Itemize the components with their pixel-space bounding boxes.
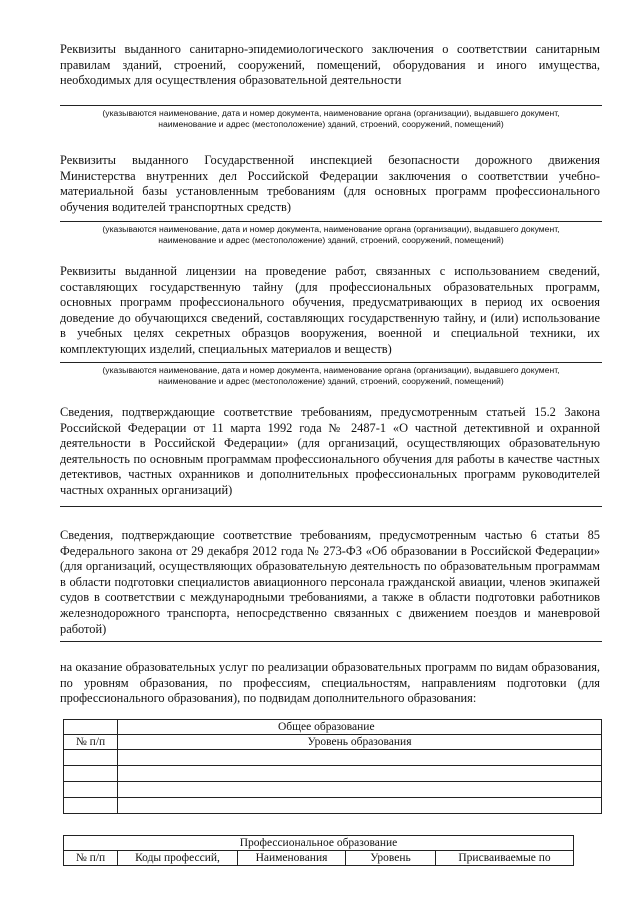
note-line: (указываются наименование, дата и номер документа, наименование органа (организации), выдавшего документ, <box>102 108 560 118</box>
table-header-row <box>64 735 602 750</box>
table-row <box>64 750 602 766</box>
sanitary-conclusion-text: Реквизиты выданного санитарно-эпидемиологического заключения о соответствии санитарным правилам зданий, строений, сооружений, помещений, оборудования и иного имущества, необходимых для осуществления образовательной деятельности <box>60 42 600 88</box>
note-line: (указываются наименование, дата и номер документа, наименование органа (организации), выдавшего документ, <box>102 365 560 375</box>
note-line: наименование и адрес (местоположение) зданий, строений, сооружений, помещений) <box>158 119 504 130</box>
table-header-row <box>64 851 574 866</box>
table-row <box>64 766 602 782</box>
fill-line <box>60 362 602 363</box>
aviation-info-text: Сведения, подтверждающие соответствие требованиям, предусмотренным частью 6 статьи 85 Федерального закона от 29 декабря 2012 года № 273-ФЗ «Об образовании в Российской Федерации» (для организаций, осуществляющих образовательную деятельность по образовательным программам в области подготовки специалистов авиационного персонала гражданской авиации, членов экипажей судов в соответствии с международными требованиями, а также в области подготовки работников железнодорожного транспорта, непосредственно связанных с движением поездов и маневровой работой) <box>60 528 600 636</box>
table-cell[interactable] <box>64 750 118 766</box>
table-row <box>64 782 602 798</box>
note-line: наименование и адрес (местоположение) зданий, строений, сооружений, помещений) <box>158 235 504 246</box>
col-qualification-header: Присваиваемые по <box>436 851 574 866</box>
note-line: наименование и адрес (местоположение) зданий, строений, сооружений, помещений) <box>158 376 504 387</box>
sanitary-note <box>60 108 602 131</box>
table-title-row <box>64 836 574 851</box>
private-security-info-text: Сведения, подтверждающие соответствие требованиям, предусмотренным статьей 15.2 Закона Российской Федерации от 11 марта 1992 года № 2487-1 «О частной детективной и охранной деятельности в Российской Федерации» (для организаций, осуществляющих образовательную деятельность по основным программам профессионального обучения для работы в качестве частных детективов, частных охранников и дополнительных профессиональных программ руководителей частных охранных организаций) <box>60 405 600 497</box>
table-cell[interactable] <box>118 782 602 798</box>
state-secret-license-text: Реквизиты выданной лицензии на проведение работ, связанных с использованием сведений, составляющих государственную тайну (для профессиональных образовательных программ, основных программ профессионального обучения, предусматривающих в период их освоения доведение до обучающихся сведений, составляющих государственную тайну, и (или) использование в учебных целях секретных образцов вооружения, военной и специальной техники, их комплектующих изделий, специальных материалов и веществ) <box>60 264 600 356</box>
general-education-table <box>63 719 602 814</box>
fill-line <box>60 506 602 507</box>
table-cell[interactable] <box>64 782 118 798</box>
note-line: (указываются наименование, дата и номер документа, наименование органа (организации), выдавшего документ, <box>102 224 560 234</box>
table-title-cell: Профессиональное образование <box>64 836 574 851</box>
col-num-header: № п/п <box>64 851 118 866</box>
table-row <box>64 798 602 814</box>
col-codes-header: Коды профессий, <box>118 851 238 866</box>
table-cell[interactable] <box>118 798 602 814</box>
fill-line <box>60 221 602 222</box>
col-num-header: № п/п <box>64 735 118 750</box>
col-level-header: Уровень <box>346 851 436 866</box>
table-cell[interactable] <box>118 766 602 782</box>
traffic-police-note <box>60 224 602 247</box>
professional-education-table <box>63 835 574 866</box>
services-intro-text: на оказание образовательных услуг по реализации образовательных программ по видам образования, по уровням образования, по профессиям, специальностям, направлениям подготовки (для профессионального образования), по подвидам дополнительного образования: <box>60 660 600 706</box>
table-title-cell: Общее образование <box>118 720 602 735</box>
fill-line <box>60 105 602 106</box>
fill-line <box>60 641 602 642</box>
table-cell[interactable] <box>64 766 118 782</box>
table-cell[interactable] <box>118 750 602 766</box>
traffic-police-conclusion-text: Реквизиты выданного Государственной инспекцией безопасности дорожного движения Министерства внутренних дел Российской Федерации заключения о соответствии учебно-материальной базы установленным требованиям (для основных программ профессионального обучения водителей транспортных средств) <box>60 153 600 214</box>
table-title-row <box>64 720 602 735</box>
col-names-header: Наименования <box>238 851 346 866</box>
col-level-header: Уровень образования <box>118 735 602 750</box>
table-cell[interactable] <box>64 798 118 814</box>
table-title-cell <box>64 720 118 735</box>
state-secret-note <box>60 365 602 388</box>
